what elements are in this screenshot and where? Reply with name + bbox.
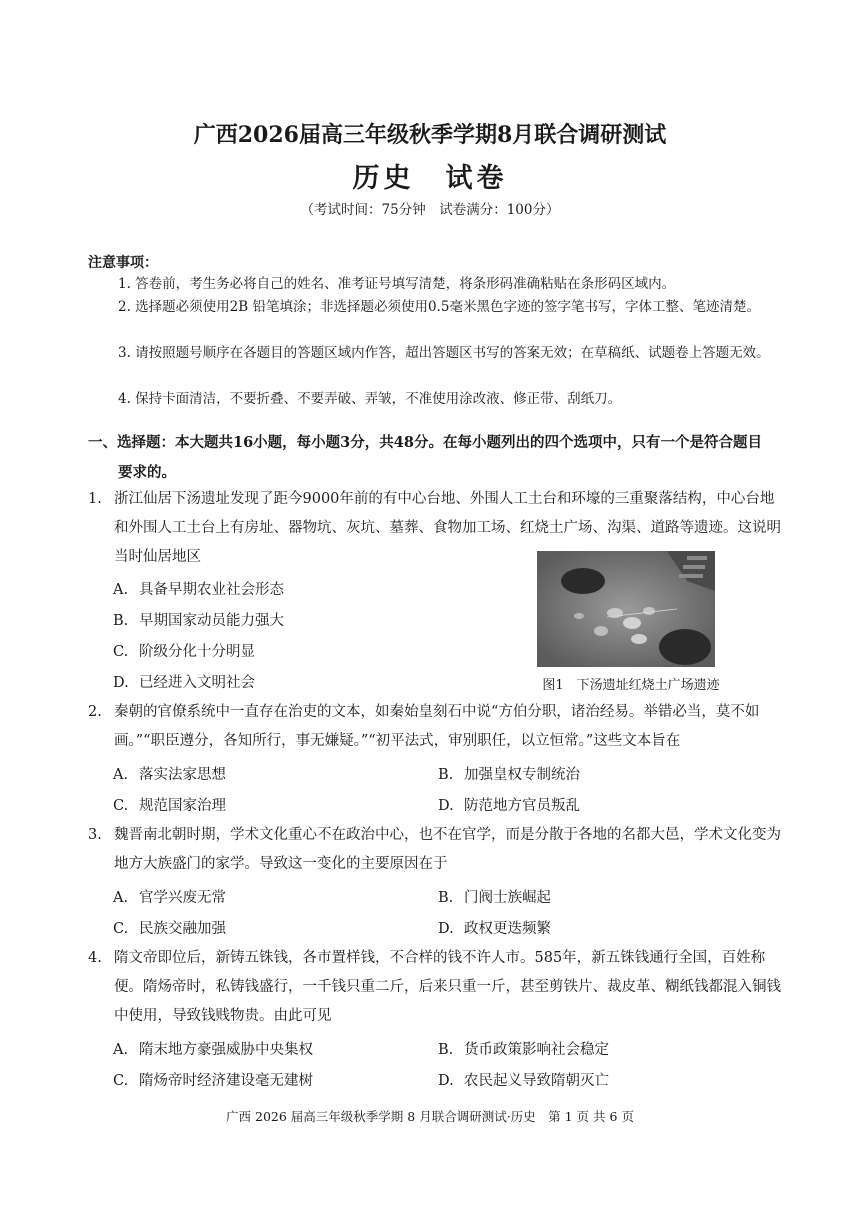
question-number: 1. — [88, 491, 102, 507]
question-stem-text: 秦朝的官僚系统中一直存在治吏的文本，如秦始皇刻石中说“方伯分职，诸治经易。举错必当，莫不如画。”“职臣遵分，各知所行，事无嫌疑。”“初平法式，审别职任，以立恒常。”这些文本旨在 — [114, 704, 760, 749]
option-text: 隋炀帝时经济建设毫无建树 — [139, 1073, 313, 1089]
option-text: 落实法家思想 — [139, 767, 226, 783]
option-d[interactable] — [438, 794, 580, 815]
question-stem — [88, 821, 783, 879]
option-letter: D. — [438, 798, 454, 814]
option-text: 阶级分化十分明显 — [139, 644, 255, 660]
option-text: 农民起义导致隋朝灭亡 — [464, 1073, 609, 1089]
question-number: 3. — [88, 827, 102, 843]
section-header-line: 要求的。 — [118, 464, 176, 481]
option-text: 政权更迭频繁 — [464, 921, 551, 937]
option-text: 加强皇权专制统治 — [464, 767, 580, 783]
option-text: 防范地方官员叛乱 — [464, 798, 580, 814]
question-stem-text: 魏晋南北朝时期，学术文化重心不在政治中心，也不在官学，而是分散于各地的名都大邑，学术文化变为地方大族盛门的家学。导致这一变化的主要原因在于 — [114, 827, 781, 872]
option-text: 已经进入文明社会 — [139, 675, 255, 691]
option-text: 民族交融加强 — [139, 921, 226, 937]
question-number: 2. — [88, 704, 102, 720]
option-a[interactable] — [113, 886, 226, 907]
question-stem-text: 浙江仙居下汤遗址发现了距今9000年前的有中心台地、外围人工土台和环壕的三重聚落结构，中心台地和外围人工土台上有房址、器物坑、灰坑、墓葬、食物加工场、红烧土广场、沟渠、道路等遗迹。这说明当时仙居地区 — [114, 491, 781, 565]
option-letter: D. — [113, 675, 129, 691]
option-a[interactable] — [113, 578, 284, 599]
option-c[interactable] — [113, 794, 226, 815]
exam-title: 广西2026届高三年级秋季学期8月联合调研测试 — [193, 122, 667, 148]
figure-caption: 图1 下汤遗址红烧土广场遗迹 — [542, 678, 720, 693]
subject-title: 历史 试卷 — [352, 163, 508, 194]
option-text: 货币政策影响社会稳定 — [464, 1042, 609, 1058]
note-item: 2. 选择题必须使用2B 铅笔填涂；非选择题必须使用0.5毫米黑色字迹的签字笔书写，字体工整、笔迹清楚。 — [118, 299, 760, 315]
option-letter: D. — [438, 1073, 454, 1089]
exam-info: （考试时间：75分钟 试卷满分：100分） — [300, 202, 560, 218]
option-d[interactable] — [438, 917, 551, 938]
option-text: 早期国家动员能力强大 — [139, 613, 284, 629]
option-letter: B. — [438, 767, 454, 783]
question-4 — [88, 944, 783, 1031]
option-a[interactable] — [113, 763, 226, 784]
option-letter: A. — [113, 582, 129, 598]
option-letter: A. — [113, 1042, 129, 1058]
option-letter: D. — [438, 921, 454, 937]
option-letter: C. — [113, 921, 129, 937]
option-letter: C. — [113, 644, 129, 660]
option-text: 具备早期农业社会形态 — [139, 582, 284, 598]
option-b[interactable] — [438, 1038, 609, 1059]
option-text: 规范国家治理 — [139, 798, 226, 814]
question-stem-text: 隋文帝即位后，新铸五铢钱，各市置样钱，不合样的钱不许人市。585年，新五铢钱通行全国，百姓称便。隋炀帝时，私铸钱盛行，一千钱只重二斤，后来只重一斤，甚至剪铁片、裁皮革、糊纸钱都混入铜钱中使用，导致钱贱物贵。由此可见 — [114, 950, 781, 1024]
option-letter: A. — [113, 890, 129, 906]
option-a[interactable] — [113, 1038, 313, 1059]
option-letter: B. — [438, 890, 454, 906]
option-text: 门阀士族崛起 — [464, 890, 551, 906]
question-2 — [88, 698, 783, 756]
section-header-line: 一、选择题：本大题共16小题，每小题3分，共48分。在每小题列出的四个选项中，只有一个是符合题目 — [88, 434, 762, 451]
option-b[interactable] — [438, 886, 551, 907]
option-c[interactable] — [113, 1069, 313, 1090]
notes-title: 注意事项： — [88, 255, 158, 271]
page-footer: 广西 2026 届高三年级秋季学期 8 月联合调研测试·历史 第 1 页 共 6 页 — [226, 1109, 634, 1124]
question-stem — [88, 698, 783, 756]
option-letter: C. — [113, 798, 129, 814]
option-d[interactable] — [113, 671, 255, 692]
question-stem — [88, 944, 783, 1031]
option-text: 官学兴废无常 — [139, 890, 226, 906]
note-item: 3. 请按照题号顺序在各题目的答题区域内作答，超出答题区书写的答案无效；在草稿纸、试题卷上答题无效。 — [118, 345, 770, 361]
section-header — [88, 428, 778, 488]
question-number: 4. — [88, 950, 102, 966]
option-c[interactable] — [113, 917, 226, 938]
option-text: 隋末地方豪强威胁中央集权 — [139, 1042, 313, 1058]
note-item: 1. 答卷前，考生务必将自己的姓名、准考证号填写清楚，将条形码准确粘贴在条形码区域内。 — [118, 276, 676, 292]
option-c[interactable] — [113, 640, 255, 661]
option-letter: B. — [438, 1042, 454, 1058]
excavation-photo — [537, 551, 715, 667]
note-item: 4. 保持卡面清洁，不要折叠、不要弄破、弄皱，不准使用涂改液、修正带、刮纸刀。 — [118, 391, 622, 407]
option-b[interactable] — [113, 609, 284, 630]
option-b[interactable] — [438, 763, 580, 784]
option-letter: A. — [113, 767, 129, 783]
option-letter: C. — [113, 1073, 129, 1089]
excavation-photo-graphic — [537, 551, 715, 667]
option-letter: B. — [113, 613, 129, 629]
question-3 — [88, 821, 783, 879]
option-d[interactable] — [438, 1069, 609, 1090]
